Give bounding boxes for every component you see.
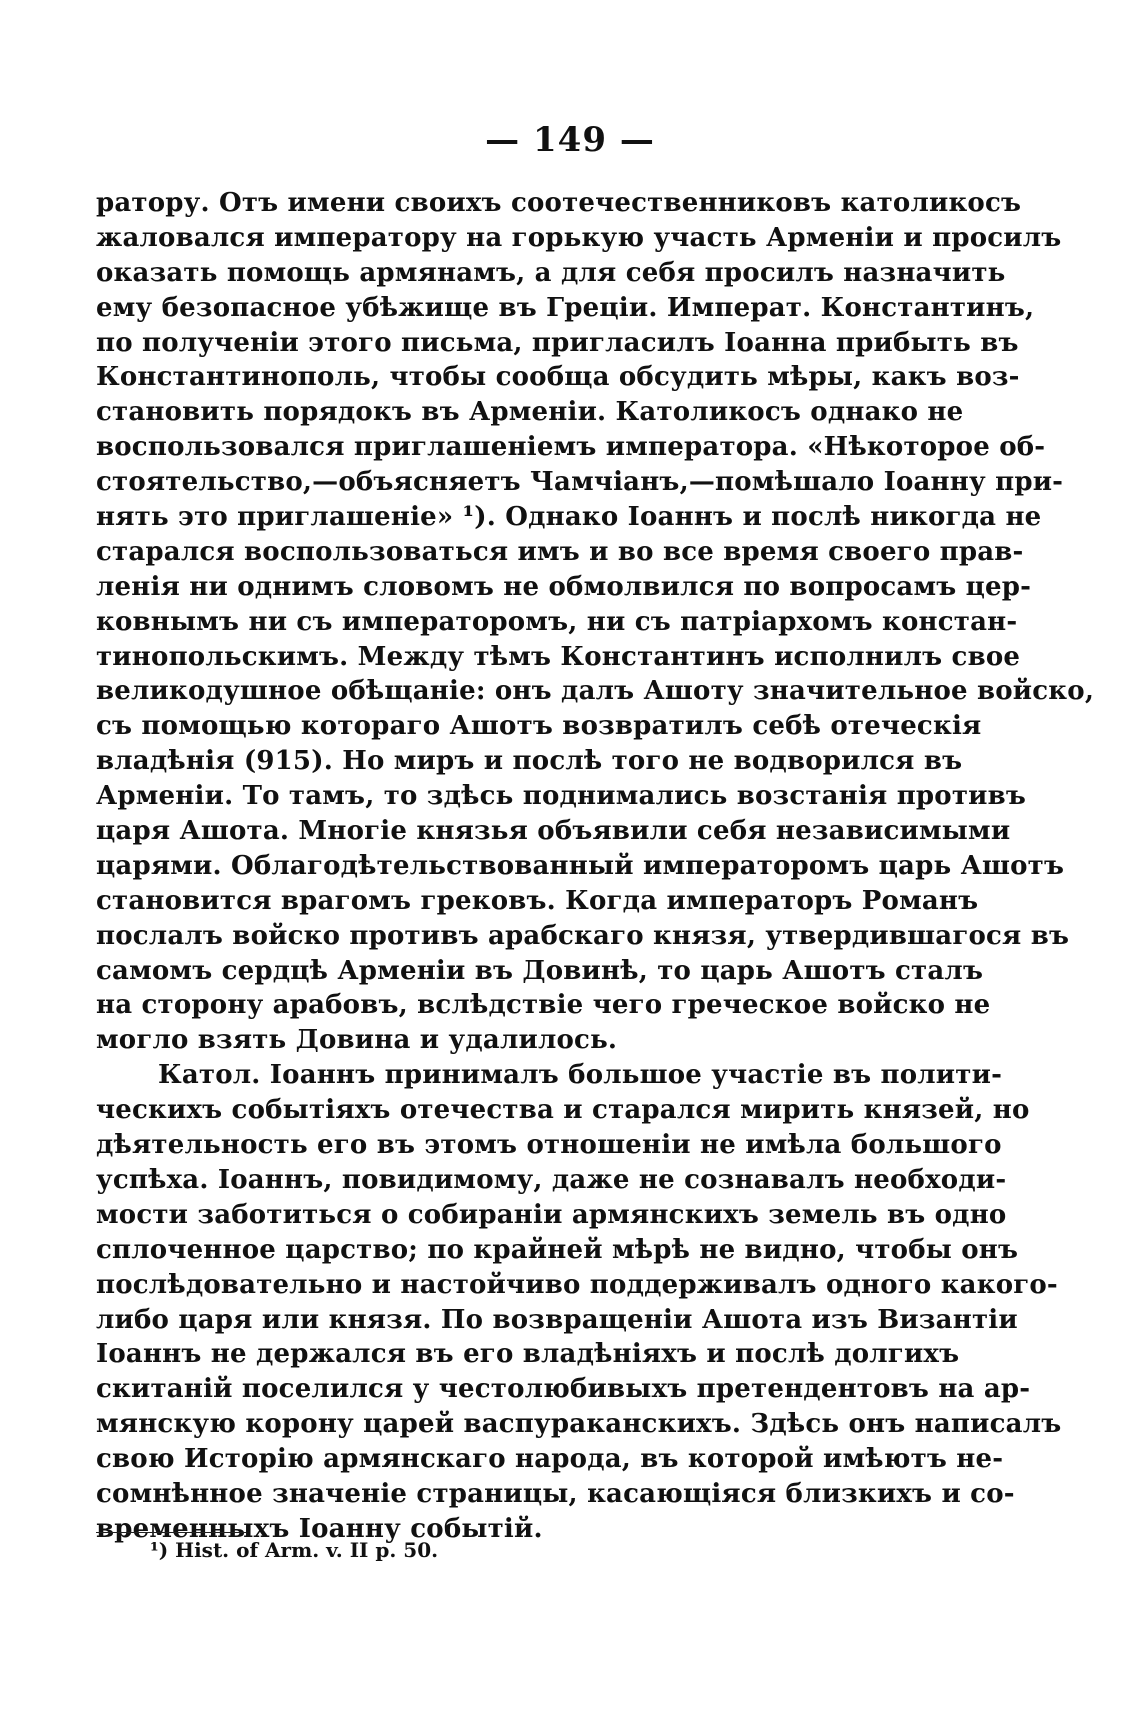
text-line: либо царя или князя. По возвращеніи Ашота изъ Византіи xyxy=(96,1304,1018,1335)
page-number: — 149 — xyxy=(485,120,655,160)
text-line: по полученіи этого письма, пригласилъ Іоанна прибыть въ xyxy=(96,327,1019,358)
text-line: тинопольскимъ. Между тѣмъ Константинъ исполнилъ свое xyxy=(96,641,1021,672)
text-line: царями. Облагодѣтельствованный императоромъ царь Ашотъ xyxy=(96,850,1065,881)
text-line: свою Исторію армянскаго народа, въ которой имѣютъ не- xyxy=(96,1444,1004,1475)
text-line: послалъ войско противъ арабскаго князя, утвердившагося въ xyxy=(96,920,1070,951)
text-line: ленія ни однимъ словомъ не обмолвился по вопросамъ цер- xyxy=(96,571,1032,602)
text-line: успѣха. Іоаннъ, повидимому, даже не сознавалъ необходи- xyxy=(96,1164,1007,1195)
text-line: Арменіи. То тамъ, то здѣсь поднимались возстанія противъ xyxy=(96,781,1027,812)
text-line: ему безопасное убѣжище въ Греціи. Императ. Константинъ, xyxy=(96,292,1035,323)
text-line: великодушное обѣщаніе: онъ далъ Ашоту значительное войско, xyxy=(96,676,1095,707)
text-line: дѣятельность его въ этомъ отношеніи не имѣла большого xyxy=(96,1130,1002,1161)
text-line: стоятельство,—объясняетъ Чамчіанъ,—помѣшало Іоанну при- xyxy=(96,467,1064,498)
text-line: становить порядокъ въ Арменіи. Католикосъ однако не xyxy=(96,397,964,428)
text-line: самомъ сердцѣ Арменіи въ Довинѣ, то царь Ашотъ сталъ xyxy=(96,955,984,986)
text-line: могло взять Довина и удалилось. xyxy=(96,1025,618,1056)
text-line: оказать помощь армянамъ, а для себя просилъ назначить xyxy=(96,257,1006,288)
text-line: владѣнія (915). Но миръ и послѣ того не водворился въ xyxy=(96,746,963,777)
text-line: Іоаннъ не держался въ его владѣніяхъ и послѣ долгихъ xyxy=(96,1339,960,1370)
text-line: Катол. Іоаннъ принималъ большое участіе въ полити- xyxy=(158,1060,1003,1091)
text-line: послѣдовательно и настойчиво поддерживалъ одного какого- xyxy=(96,1269,1058,1300)
text-line: съ помощью котораго Ашотъ возвратилъ себѣ отеческія xyxy=(96,711,982,742)
text-line: ковнымъ ни съ императоромъ, ни съ патріархомъ констан- xyxy=(96,606,1018,637)
text-line: старался воспользоваться имъ и во все время своего прав- xyxy=(96,536,1024,567)
text-line: сплоченное царство; по крайней мѣрѣ не видно, чтобы онъ xyxy=(96,1234,1019,1265)
text-line: ратору. Отъ имени своихъ соотечественниковъ католикосъ xyxy=(96,188,1022,218)
text-line: царя Ашота. Многіе князья объявили себя независимыми xyxy=(96,816,1011,847)
text-line: становится врагомъ грековъ. Когда императоръ Романъ xyxy=(96,885,979,916)
text-line: мянскую корону царей васпураканскихъ. Здѣсь онъ написалъ xyxy=(96,1409,1062,1440)
text-line: жаловался императору на горькую участь Арменіи и просилъ xyxy=(96,222,1062,253)
footnote-rule xyxy=(96,1532,246,1533)
text-line: ческихъ событіяхъ отечества и старался мирить князей, но xyxy=(96,1095,1030,1126)
text-line: скитаній поселился у честолюбивыхъ претендентовъ на ар- xyxy=(96,1374,1031,1405)
text-line: мости заботиться о собираніи армянскихъ земель въ одно xyxy=(96,1199,1007,1230)
text-line: нять это приглашеніе» ¹). Однако Іоаннъ и послѣ никогда не xyxy=(96,502,1042,533)
text-line: воспользовался приглашеніемъ императора. «Нѣкоторое об- xyxy=(96,432,1046,463)
footnote: ¹) Hist. of Arm. v. II p. 50. xyxy=(150,1538,439,1562)
text-line: сомнѣнное значеніе страницы, касающіяся близкихъ и со- xyxy=(96,1478,1015,1509)
body-text xyxy=(96,186,1095,1547)
text-line: временныхъ Іоанну событій. xyxy=(96,1513,543,1544)
text-line: Константинополь, чтобы сообща обсудить мѣры, какъ воз- xyxy=(96,362,1020,393)
text-line: на сторону арабовъ, вслѣдствіе чего греческое войско не xyxy=(96,990,991,1021)
